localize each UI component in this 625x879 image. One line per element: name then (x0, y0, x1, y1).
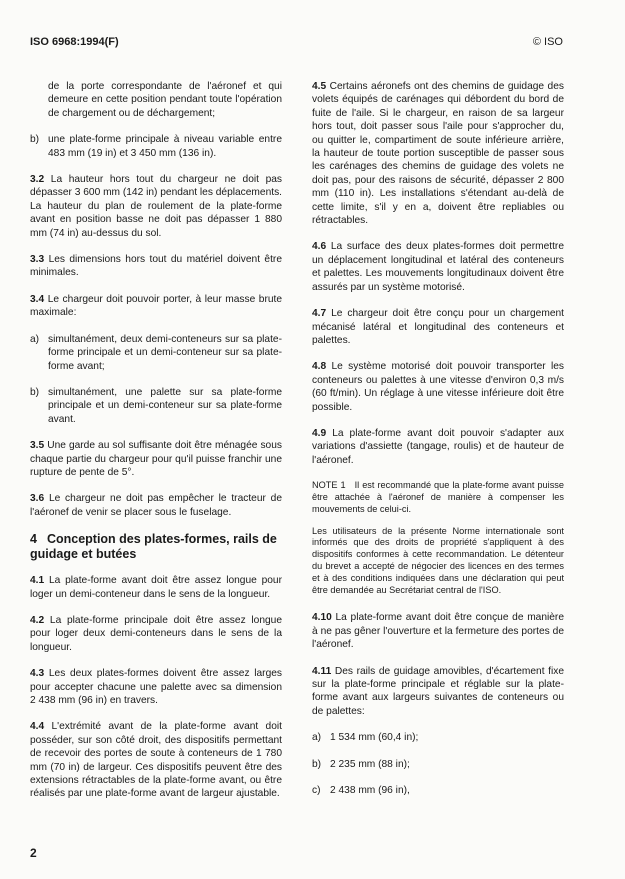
page-number: 2 (30, 846, 37, 860)
clause-text: Les deux plates-formes doivent être assez larges pour accepter chacune une palette avec sa dimension 2 438 mm (96 in) en travers. (30, 668, 282, 706)
clause-number: 4.10 (312, 612, 332, 624)
list-item (30, 333, 282, 373)
clause-text: Des rails de guidage amovibles, d'écartement fixe sur la plate-forme principale et réglable sur la plate-forme avant aux largeurs suivantes de conteneurs ou de palettes: (312, 665, 564, 717)
list-text: 1 534 mm (60,4 in); (330, 732, 419, 744)
clause-number: 3.5 (30, 440, 45, 452)
list-item (30, 133, 282, 160)
clause-3-3 (30, 253, 282, 280)
clause-number: 3.3 (30, 254, 45, 266)
clause-number: 3.6 (30, 493, 45, 505)
list-text: une plate-forme principale à niveau variable entre 483 mm (19 in) et 3 450 mm (136 in). (48, 134, 282, 159)
clause-text: Le système motorisé doit pouvoir transporter les conteneurs ou palettes à une vitesse d'environ 0,3 m/s (60 ft/min). Un réglage à une vitesse inférieure doit être possible. (312, 361, 564, 413)
clause-text: La surface des deux plates-formes doit permettre un déplacement longitudinal et latéral des conteneurs et palettes. Les mouvements longitudinaux doivent être assurés par un système motorisé. (312, 241, 564, 293)
copyright-mark: © ISO (532, 36, 563, 48)
list-item (312, 758, 564, 771)
section-heading-4 (30, 532, 282, 562)
clause-4-9 (312, 427, 564, 467)
clause-text: Certains aéronefs ont des chemins de guidage des volets équipés de carénages qui débordent du bord de fuite de l'aile. Si le chargeur, en raison de sa largeur hors tout, doit passer sous l'aile pour s'approcher du, ou quitter le, compartiment de soute inférieure arrière, la hauteur de toute portion susceptible de passer sous les carénages des chemins de guidage des volets ne doit pas, pour des raisons de sécurité, dépasser 2 800 mm (110 in). Les installations s'étendant au-delà de cette limite, s'il y en a, doivent être repliables ou rétractables. (312, 81, 564, 227)
clause-4-4 (30, 720, 282, 800)
list-text: 2 235 mm (88 in); (330, 758, 410, 770)
clause-3-5 (30, 439, 282, 479)
clause-number: 4.9 (312, 427, 327, 439)
clause-3-2 (30, 173, 282, 240)
clause-4-1 (30, 574, 282, 601)
clause-text: La plate-forme avant doit être assez longue pour loger un demi-conteneur dans le sens de la longueur. (30, 575, 282, 600)
note-label: NOTE 1 (312, 480, 346, 491)
clause-4-2 (30, 614, 282, 654)
list-text: 2 438 mm (96 in), (330, 784, 410, 796)
list-label: b) (30, 386, 40, 398)
list-label: a) (312, 732, 322, 744)
right-column (312, 80, 564, 810)
clause-text: Une garde au sol suffisante doit être ménagée sous chaque partie du chargeur pour qu'il puisse franchir une rupture de pente de 5°. (30, 440, 282, 478)
note-text: Il est recommandé que la plate-forme avant puisse être attachée à l'aéronef de manière à compenser les mouvements de celui-ci. (312, 480, 564, 514)
section-number: 4 (30, 532, 37, 547)
list-text: simultanément, deux demi-conteneurs sur sa plate-forme principale et un demi-conteneur sur sa plate-forme avant; (48, 333, 282, 372)
clause-3-4 (30, 293, 282, 320)
clause-4-3 (30, 667, 282, 707)
clause-4-10 (312, 611, 564, 651)
list-item (30, 386, 282, 426)
clause-text: L'extrémité avant de la plate-forme avant doit posséder, sur son côté droit, des dispositifs permettant de recevoir des portes de soute à conteneurs de 1 780 mm (70 in) de largeur. Ces dispositifs peuvent être des extensions rétractables de la plate-forme avant, ou être réalisés par une plate-forme avant de largeur ajustable. (30, 721, 282, 800)
clause-4-8 (312, 360, 564, 414)
clause-text: La plate-forme avant doit être conçue de manière à ne pas gêner l'ouverture et la fermeture des portes de l'aéronef. (312, 612, 564, 651)
clause-number: 4.6 (312, 241, 327, 253)
list-text: simultanément, une palette sur sa plate-forme principale et un demi-conteneur sur sa plate-forme avant. (48, 386, 282, 425)
clause-4-5 (312, 80, 564, 227)
clause-number: 3.4 (30, 293, 45, 305)
clause-text: Le chargeur doit pouvoir porter, à leur masse brute maximale: (30, 293, 282, 319)
list-label: b) (312, 758, 322, 770)
patent-notice: Les utilisateurs de la présente Norme internationale sont informés que des droits de propriété s'appliquent à des dispositifs conformes à cette recommandation. Le détenteur du brevet a accepté de négocier des licences en des termes et à des conditions indiquées dans une déclaration qui peut être demandée au Secrétariat central de l'ISO. (312, 525, 564, 595)
clause-text: Le chargeur doit être conçu pour un chargement mécanisé latéral et longitudinal des conteneurs et palettes. (312, 308, 564, 346)
clause-4-6 (312, 240, 564, 294)
standard-number: ISO 6968:1994(F) (30, 36, 119, 48)
section-title: Conception des plates-formes, rails de guidage et butées (30, 532, 277, 562)
continued-paragraph: de la porte correspondante de l'aéronef et qui demeure en cette position pendant toute l'opération de chargement ou de déchargement; (48, 81, 282, 119)
clause-number: 4.7 (312, 308, 327, 320)
clause-number: 3.2 (30, 174, 45, 186)
clause-3-6 (30, 492, 282, 519)
note-1 (312, 480, 564, 515)
clause-text: La plate-forme principale doit être assez longue pour loger deux demi-conteneurs dans le sens de la longueur. (30, 614, 282, 653)
clause-4-11 (312, 665, 564, 719)
clause-number: 4.8 (312, 361, 327, 373)
clause-number: 4.5 (312, 81, 327, 92)
clause-number: 4.2 (30, 614, 45, 626)
left-column (30, 80, 282, 814)
list-label: c) (312, 784, 321, 796)
clause-text: Les dimensions hors tout du matériel doivent être minimales. (30, 254, 282, 279)
clause-number: 4.4 (30, 721, 45, 733)
clause-number: 4.11 (312, 665, 332, 677)
clause-number: 4.3 (30, 668, 45, 680)
clause-text: Le chargeur ne doit pas empêcher le tracteur de l'aéronef de venir se placer sous le fuselage. (30, 493, 282, 518)
list-label: a) (30, 333, 40, 345)
list-label: b) (30, 134, 40, 146)
clause-number: 4.1 (30, 575, 45, 587)
list-item (312, 731, 564, 744)
clause-text: La hauteur hors tout du chargeur ne doit pas dépasser 3 600 mm (142 in) pendant les déplacements. La hauteur du plan de roulement de la plate-forme avant en position basse ne doit pas dépasser 1 880 mm (74 in) au-dessus du sol. (30, 174, 283, 239)
list-item (312, 784, 564, 797)
clause-4-7 (312, 307, 564, 347)
clause-text: La plate-forme avant doit pouvoir s'adapter aux variations d'assiette (tangage, roulis) et de hauteur de l'aéronef. (312, 427, 564, 466)
